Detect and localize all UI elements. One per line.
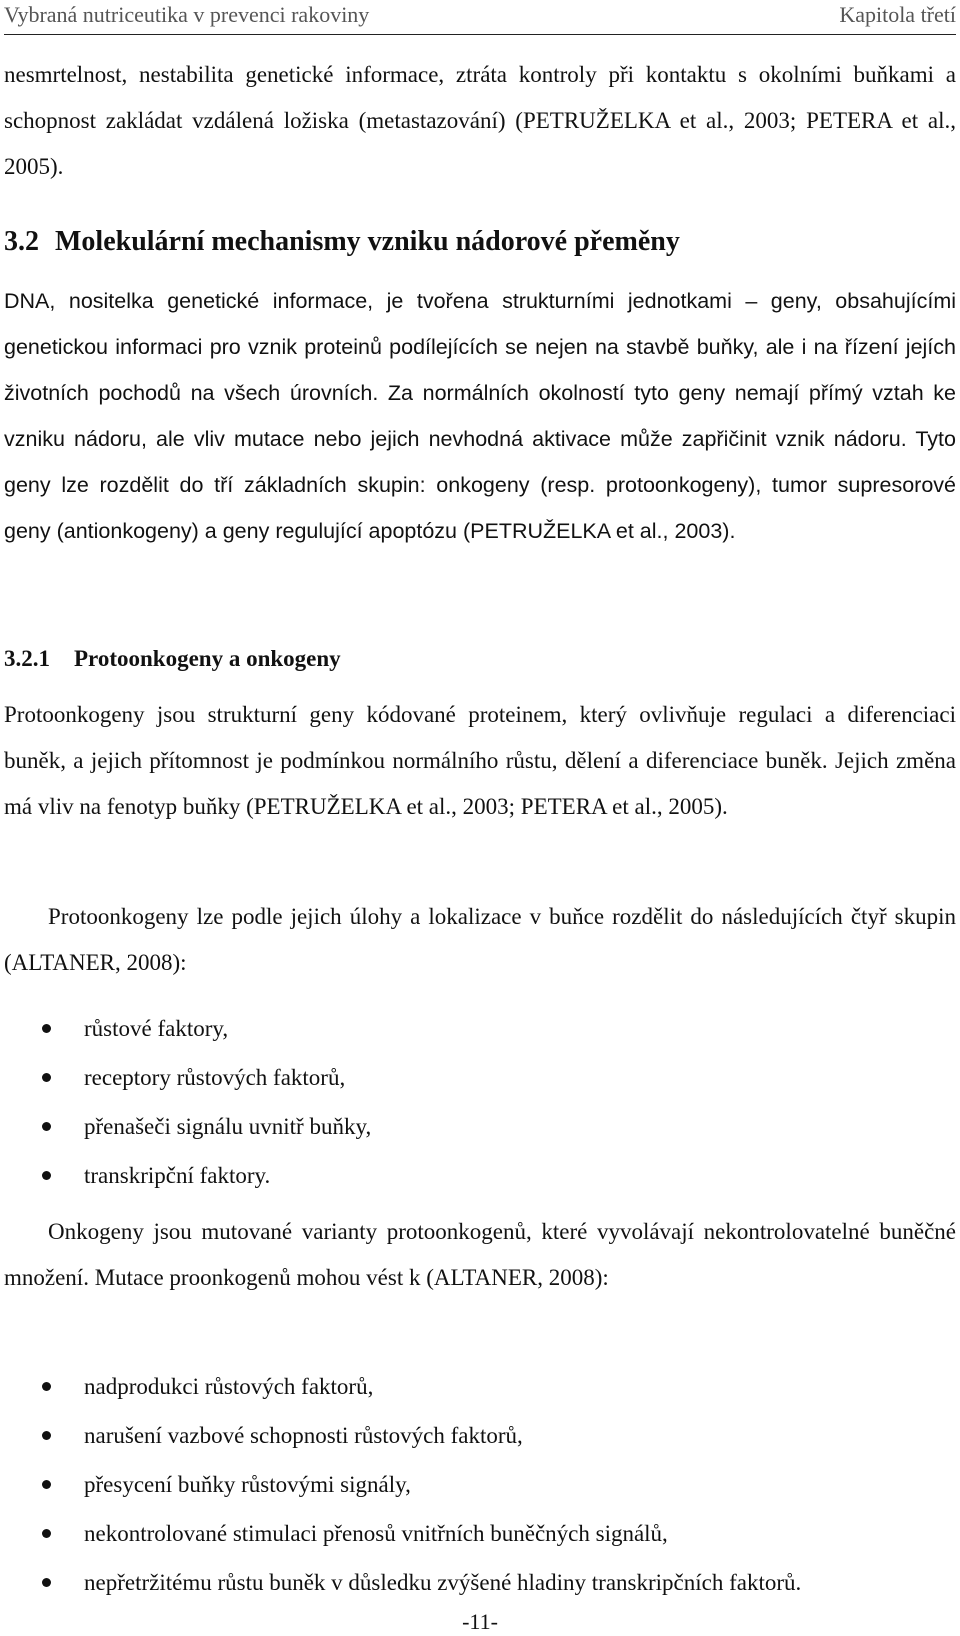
bullet-icon (42, 1578, 51, 1587)
list-item: nekontrolované stimulaci přenosů vnitřních buněčných signálů, (0, 1509, 940, 1558)
list-item: přenašeči signálu uvnitř buňky, (0, 1102, 940, 1151)
list-item: receptory růstových faktorů, (0, 1053, 940, 1102)
bullet-icon (42, 1480, 51, 1489)
header-chapter: Kapitola třetí (839, 2, 956, 27)
bullet-icon (42, 1122, 51, 1131)
bullet-icon (42, 1171, 51, 1180)
list-item: narušení vazbové schopnosti růstových faktorů, (0, 1411, 940, 1460)
bullet-icon (42, 1431, 51, 1440)
subsection-paragraph-3: Onkogeny jsou mutované varianty protoonkogenů, které vyvolávají nekontrolovatelné buněčné množení. Mutace proonkogenů mohou vést k (ALTANER, 2008): (4, 1219, 956, 1290)
subsection-heading (4, 642, 341, 676)
subsection-title: Protoonkogeny a onkogeny (74, 646, 341, 671)
bullet-icon (42, 1382, 51, 1391)
header-title: Vybraná nutriceutika v prevenci rakoviny (4, 2, 370, 27)
section-number: 3.2 (4, 226, 39, 257)
section-paragraph: DNA, nositelka genetické informace, je tvořena strukturními jednotkami – geny, obsahujícími genetickou informaci pro vznik proteinů podílejících se nejen na stavbě buňky, ale i na řízení jejích životních pochodů na všech úrovních. Za normálních okolností tyto geny nemají přímý vztah ke vzniku nádoru, ale vliv mutace nebo jejich nevhodná aktivace může zapřičinit vznik nádoru. Tyto geny lze rozdělit do tří základních skupin: onkogeny (resp. protoonkogeny), tumor supresorové geny (antionkogeny) a geny regulující apoptózu (PETRUŽELKA et al., 2003). (4, 289, 956, 543)
intro-paragraph: nesmrtelnost, nestabilita genetické informace, ztráta kontroly při kontaktu s okolními buňkami a schopnost zakládat vzdálená ložiska (metastazování) (PETRUŽELKA et al., 2003; PETERA et al., 2005). (4, 62, 956, 179)
bullet-icon (42, 1024, 51, 1033)
section-title: Molekulární mechanismy vzniku nádorové přeměny (55, 226, 680, 257)
subsection-number: 3.2.1 (4, 646, 50, 671)
mutation-effects-list (0, 1362, 940, 1607)
subsection-paragraph-1: Protoonkogeny jsou strukturní geny kódované proteinem, který ovlivňuje regulaci a diferenciaci buněk, a jejich přítomnost je podmínkou normálního růstu, dělení a diferenciace buněk. Jejich změna má vliv na fenotyp buňky (PETRUŽELKA et al., 2003; PETERA et al., 2005). (4, 702, 956, 819)
list-item: nepřetržitému růstu buněk v důsledku zvýšené hladiny transkripčních faktorů. (0, 1558, 940, 1607)
list-item: přesycení buňky růstovými signály, (0, 1460, 940, 1509)
list-item: nadprodukci růstových faktorů, (0, 1362, 940, 1411)
page-number: -11- (462, 1609, 498, 1634)
bullet-icon (42, 1529, 51, 1538)
running-header (4, 0, 956, 35)
subsection-paragraph-2: Protoonkogeny lze podle jejich úlohy a lokalizace v buňce rozdělit do následujících čtyř skupin (ALTANER, 2008): (4, 904, 956, 975)
bullet-icon (42, 1073, 51, 1082)
list-item: růstové faktory, (0, 1004, 940, 1053)
protooncogene-groups-list (0, 1004, 940, 1200)
list-item: transkripční faktory. (0, 1151, 940, 1200)
section-heading (4, 222, 680, 262)
